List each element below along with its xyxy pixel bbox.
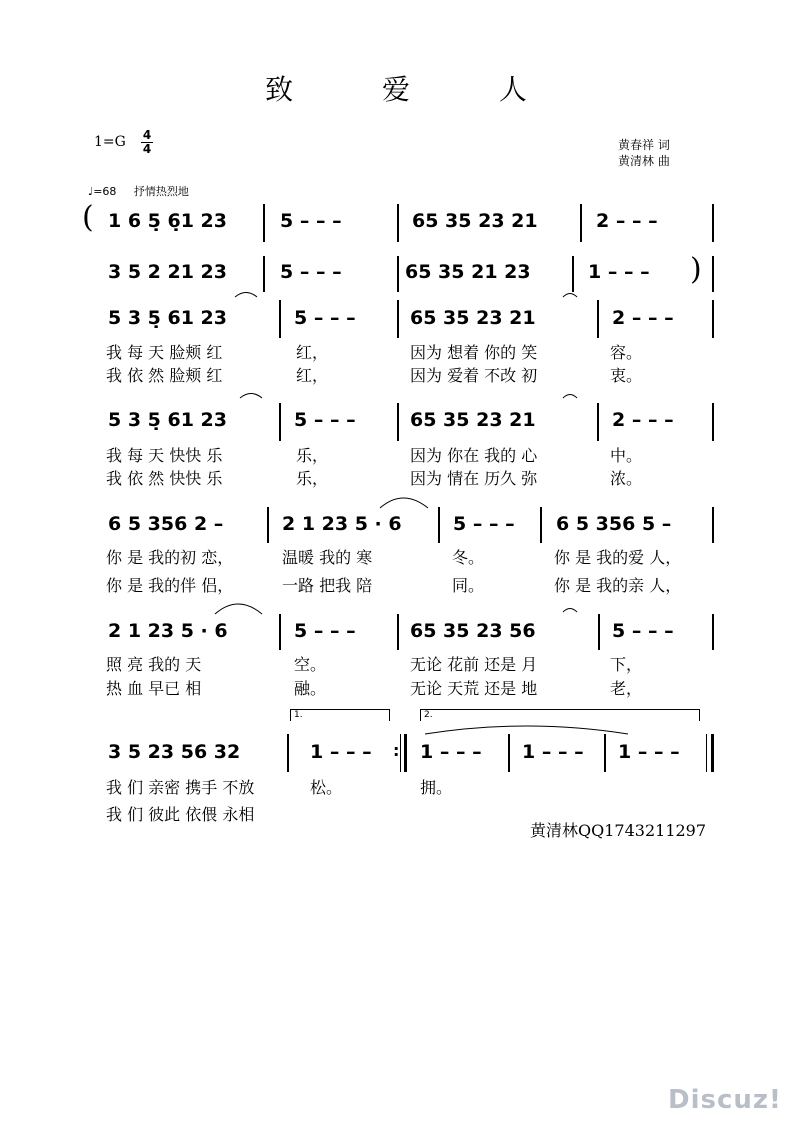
row6-measure3-notes: 65 35 23 56 [410, 620, 536, 642]
row5-lyric1-m1: 你 是 我的初 恋， [106, 548, 234, 567]
row6-lyric2-m1: 热 血 早已 相 [106, 679, 202, 698]
row2-measure2-notes: 5 – – – [280, 261, 342, 283]
row6-lyric1-m4: 下， [610, 655, 643, 674]
row7-lyric1-m1: 我 们 亲密 携手 不放 [106, 778, 255, 797]
row4-measure2-notes: 5 – – – [294, 409, 356, 431]
repeat-dots: : [393, 741, 400, 760]
row3-measure2-notes: 5 – – – [294, 307, 356, 329]
row4-measure3-notes: 65 35 23 21 [410, 409, 536, 431]
slur [563, 294, 577, 298]
row4-measure4-notes: 2 – – – [612, 409, 674, 431]
row4-lyric1-m3: 因为 你在 我的 心 [410, 446, 538, 465]
row4-lyric1-m4: 中。 [610, 446, 643, 465]
row7-lyric2-m1: 我 们 彼此 依偎 永相 [106, 805, 255, 824]
row7-lyric1-m3: 拥。 [420, 778, 453, 797]
row5-measure1-notes: 6 5 356 2 – [108, 513, 224, 535]
row3-measure1-notes: 5 3 5̣ 61 23 [108, 307, 228, 329]
row5-lyric2-m2: 一路 把我 陪 [282, 576, 373, 595]
row6-lyric1-m2: 空。 [294, 655, 327, 674]
row5-lyric1-m4: 你 是 我的爱 人， [554, 548, 682, 567]
closing-parenthesis: ) [690, 252, 702, 287]
row5-lyric2-m1: 你 是 我的伴 侣， [106, 576, 234, 595]
row1-measure4-notes: 2 – – – [596, 210, 658, 232]
row6-lyric1-m3: 无论 花前 还是 月 [410, 655, 538, 674]
row6-measure2-notes: 5 – – – [294, 620, 356, 642]
row4-lyric2-m2: 乐， [296, 469, 329, 488]
row1-measure2-notes: 5 – – – [280, 210, 342, 232]
row7-measure3-notes: 1 – – – [420, 741, 482, 763]
slur [563, 609, 577, 613]
row5-lyric2-m4: 你 是 我的亲 人， [554, 576, 682, 595]
row6-lyric1-m1: 照 亮 我的 天 [106, 655, 202, 674]
row5-measure4-notes: 6 5 356 5 – [556, 513, 672, 535]
row6-measure4-notes: 5 – – – [612, 620, 674, 642]
row4-lyric1-m1: 我 每 天 快快 乐 [106, 446, 223, 465]
row3-lyric1-m2: 红， [296, 343, 329, 362]
key-signature: 1=G [94, 134, 126, 150]
row5-measure2-notes: 2 1 23 5 · 6 [282, 513, 402, 535]
tie [380, 498, 428, 508]
row6-lyric2-m4: 老， [610, 679, 643, 698]
row3-measure3-notes: 65 35 23 21 [410, 307, 536, 329]
row4-lyric2-m1: 我 依 然 快快 乐 [106, 469, 223, 488]
slur [235, 293, 257, 298]
opening-parenthesis: ( [82, 200, 94, 235]
time-signature-bottom: 4 [142, 142, 152, 156]
slur [240, 394, 262, 399]
row7-measure1-notes: 3 5 23 56 32 [108, 741, 241, 763]
row3-lyric2-m3: 因为 爱着 不改 初 [410, 366, 538, 385]
row6-lyric2-m3: 无论 天荒 还是 地 [410, 679, 538, 698]
time-signature-top: 4 [142, 128, 152, 142]
row2-measure4-notes: 1 – – – [588, 261, 650, 283]
tie [425, 726, 628, 734]
row3-lyric2-m2: 红， [296, 366, 329, 385]
lyricist-credit: 黄春祥 词 [618, 138, 670, 152]
row4-measure1-notes: 5 3 5̣ 61 23 [108, 409, 228, 431]
row3-measure4-notes: 2 – – – [612, 307, 674, 329]
row4-lyric2-m3: 因为 情在 历久 弥 [410, 469, 538, 488]
row7-measure4-notes: 1 – – – [522, 741, 584, 763]
arranger-credit: 黄清林QQ1743211297 [530, 821, 707, 840]
forum-watermark: Discuz! [668, 1085, 782, 1115]
slur [563, 395, 577, 399]
row3-lyric2-m1: 我 依 然 脸颊 红 [106, 366, 223, 385]
row6-lyric2-m2: 融。 [294, 679, 327, 698]
row4-lyric1-m2: 乐， [296, 446, 329, 465]
tempo-value: ♩=68 [88, 185, 117, 198]
composer-credit: 黄清林 曲 [618, 154, 670, 168]
row6-measure1-notes: 2 1 23 5 · 6 [108, 620, 228, 642]
page-title: 致 爱 人 [265, 73, 567, 106]
row3-lyric1-m1: 我 每 天 脸颊 红 [106, 343, 223, 362]
row2-measure3-notes: 65 35 21 23 [405, 261, 531, 283]
row7-lyric1-m2: 松。 [310, 778, 343, 797]
row4-lyric2-m4: 浓。 [610, 469, 643, 488]
row1-measure1-notes: 1 6 5̣ 6̣1 23 [108, 210, 228, 232]
row3-lyric1-m4: 容。 [610, 343, 643, 362]
row3-lyric2-m4: 衷。 [610, 366, 643, 385]
expression-marking: 抒情热烈地 [133, 185, 189, 198]
first-ending-label: 1. [294, 710, 303, 720]
row2-measure1-notes: 3 5 2 21 23 [108, 261, 228, 283]
second-ending-label: 2. [424, 710, 433, 720]
row1-measure3-notes: 65 35 23 21 [412, 210, 538, 232]
row7-measure2-notes: 1 – – – [310, 741, 372, 763]
row7-measure5-notes: 1 – – – [618, 741, 680, 763]
row3-lyric1-m3: 因为 想着 你的 笑 [410, 343, 538, 362]
row5-lyric1-m3: 冬。 [452, 548, 485, 567]
tie [215, 604, 262, 614]
row5-lyric2-m3: 同。 [452, 576, 485, 595]
row5-lyric1-m2: 温暖 我的 寒 [282, 548, 373, 567]
row5-measure3-notes: 5 – – – [453, 513, 515, 535]
